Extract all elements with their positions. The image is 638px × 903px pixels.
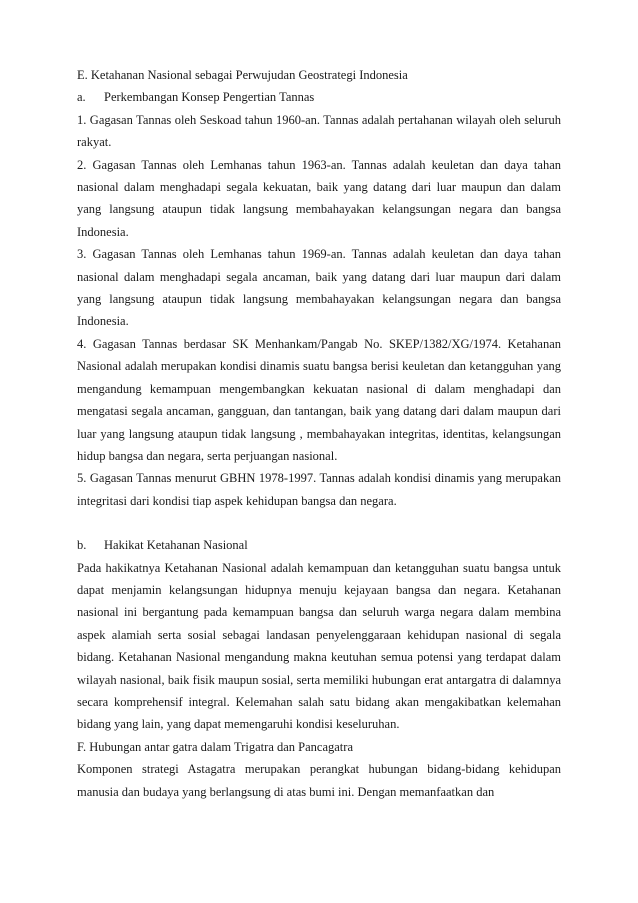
section-e-heading: E. Ketahanan Nasional sebagai Perwujudan Geostrategi Indonesia — [77, 68, 408, 82]
subsection-a-heading — [77, 86, 561, 108]
subsection-b-body: Pada hakikatnya Ketahanan Nasional adalah kemampuan dan ketangguhan suatu bangsa untuk dapat menjamin kelangsungan hidupnya menuju kejayaan bangsa dan negara. Ketahanan nasional ini bergantung pada kemampuan bangsa dan seluruh warga negara dalam membina aspek alamiah serta sosial sebagai landasan penyelenggaraan kehidupan nasional di segala bidang. Ketahanan Nasional mengandung makna keutuhan semua potensi yang terdapat dalam wilayah nasional, baik fisik maupun sosial, serta memiliki hubungan erat antargatra di dalamnya secara komprehensif integral. Kelemahan salah satu bidang akan mengakibatkan kelemahan bidang yang lain, yang dapat memengaruhi kondisi keseluruhan. — [77, 560, 561, 732]
subsection-b-marker: b. — [77, 538, 87, 553]
subsection-b-heading — [77, 534, 561, 556]
document-page — [77, 64, 561, 803]
paragraph-item-4: 4. Gagasan Tannas berdasar SK Menhankam/Pangab No. SKEP/1382/XG/1974. Ketahanan Nasional adalah merupakan kondisi dinamis suatu bangsa berisi keuletan dan ketangguhan yang mengandung kemampuan mengembangkan kekuatan nasional di dalam menghadapi dan mengatasi segala ancaman, gangguan, dan tantangan, baik yang datang dari dalam maupun dari luar yang langsung ataupun tidak langsung , membahayakan integritas, identitas, kelangsungan hidup bangsa dan negara, serta perjuangan nasional. — [77, 336, 561, 463]
paragraph-item-1: 1. Gagasan Tannas oleh Seskoad tahun 1960-an. Tannas adalah pertahanan wilayah oleh seluruh rakyat. — [77, 112, 561, 150]
paragraph-item-3: 3. Gagasan Tannas oleh Lemhanas tahun 1969-an. Tannas adalah keuletan dan daya tahan nasional dalam menghadapi segala ancaman, baik yang datang dari luar maupun dari dalam yang langsung ataupun tidak langsung membahayakan kelangsungan negara dan bangsa Indonesia. — [77, 247, 561, 329]
subsection-a-marker: a. — [77, 90, 86, 105]
section-f-heading: F. Hubungan antar gatra dalam Trigatra dan Pancagatra — [77, 739, 353, 754]
subsection-b-title: Hakikat Ketahanan Nasional — [104, 538, 248, 553]
section-f-body: Komponen strategi Astagatra merupakan perangkat hubungan bidang-bidang kehidupan manusia dan budaya yang berlangsung di atas bumi ini. Dengan memanfaatkan dan — [77, 762, 561, 799]
paragraph-gap — [77, 512, 561, 534]
paragraph-item-5: 5. Gagasan Tannas menurut GBHN 1978-1997. Tannas adalah kondisi dinamis yang merupakan integritasi dari kondisi tiap aspek kehidupan bangsa dan negara. — [77, 471, 561, 508]
subsection-a-title: Perkembangan Konsep Pengertian Tannas — [104, 90, 315, 105]
paragraph-item-2: 2. Gagasan Tannas oleh Lemhanas tahun 1963-an. Tannas adalah keuletan dan daya tahan nasional dalam menghadapi segala kekuatan, baik yang datang dari luar maupun dan dalam yang langsung ataupun tidak langsung membahayakan kelangsungan negara dan bangsa Indonesia. — [77, 157, 561, 239]
